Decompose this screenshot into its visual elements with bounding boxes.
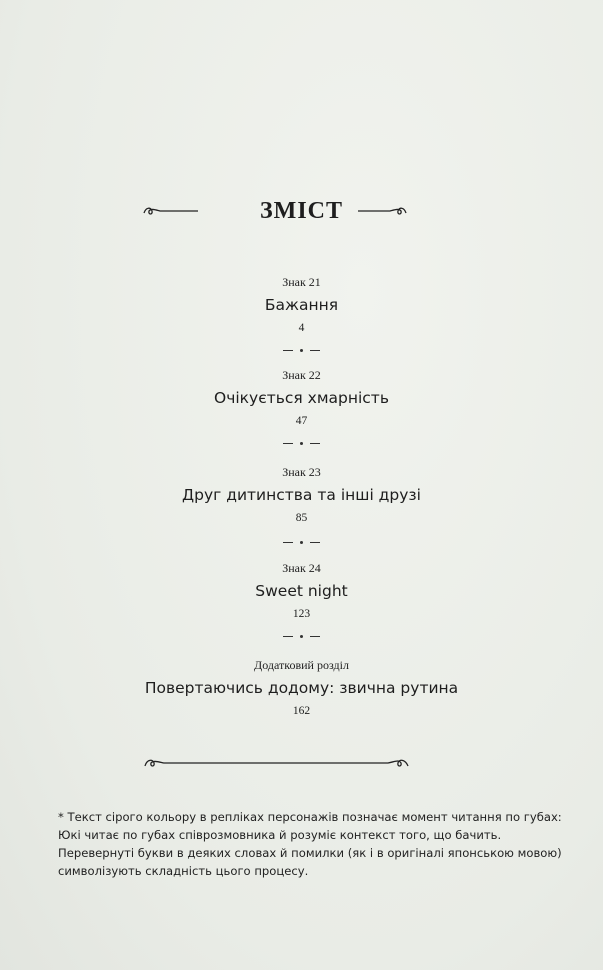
toc-title: ЗМІСТ bbox=[260, 198, 343, 224]
footnote bbox=[58, 808, 562, 880]
toc-entry[interactable] bbox=[0, 561, 603, 621]
chapter-title: Бажання bbox=[264, 296, 339, 314]
page-number: 123 bbox=[292, 608, 311, 620]
chapter-label: Знак 21 bbox=[282, 275, 321, 289]
separator bbox=[0, 631, 603, 641]
page-number: 85 bbox=[295, 512, 308, 524]
chapter-label: Знак 24 bbox=[282, 561, 321, 575]
page-number: 162 bbox=[292, 705, 311, 717]
bottom-flourish-icon bbox=[142, 752, 412, 772]
page-number: 4 bbox=[298, 322, 305, 334]
separator bbox=[0, 537, 603, 547]
footnote-line: * Текст сірого кольору в репліках персонажів позначає момент читання по губах: bbox=[58, 810, 562, 824]
chapter-label: Знак 23 bbox=[282, 465, 321, 479]
chapter-title: Повертаючись додому: звична рутина bbox=[144, 679, 459, 697]
toc-entry[interactable] bbox=[0, 275, 603, 335]
toc-entry[interactable] bbox=[0, 368, 603, 428]
toc-entry[interactable] bbox=[0, 658, 603, 718]
footnote-line: Перевернуті букви в деяких словах й помилки (як і в оригіналі японською мовою) bbox=[58, 846, 562, 860]
separator bbox=[0, 345, 603, 355]
toc-entry[interactable] bbox=[0, 465, 603, 525]
footnote-line: Юкі читає по губах співрозмовника й розуміє контекст того, що бачить. bbox=[58, 828, 502, 842]
right-flourish-icon bbox=[356, 204, 408, 218]
footnote-line: символізують складність цього процесу. bbox=[58, 864, 309, 878]
chapter-title: Sweet night bbox=[255, 582, 348, 600]
chapter-title: Друг дитинства та інші друзі bbox=[182, 486, 421, 504]
separator bbox=[0, 438, 603, 448]
toc-heading bbox=[0, 196, 603, 228]
chapter-label: Додатковий розділ bbox=[254, 658, 349, 672]
page-number: 47 bbox=[295, 415, 308, 427]
chapter-title: Очікується хмарність bbox=[214, 389, 389, 407]
chapter-label: Знак 22 bbox=[282, 368, 321, 382]
